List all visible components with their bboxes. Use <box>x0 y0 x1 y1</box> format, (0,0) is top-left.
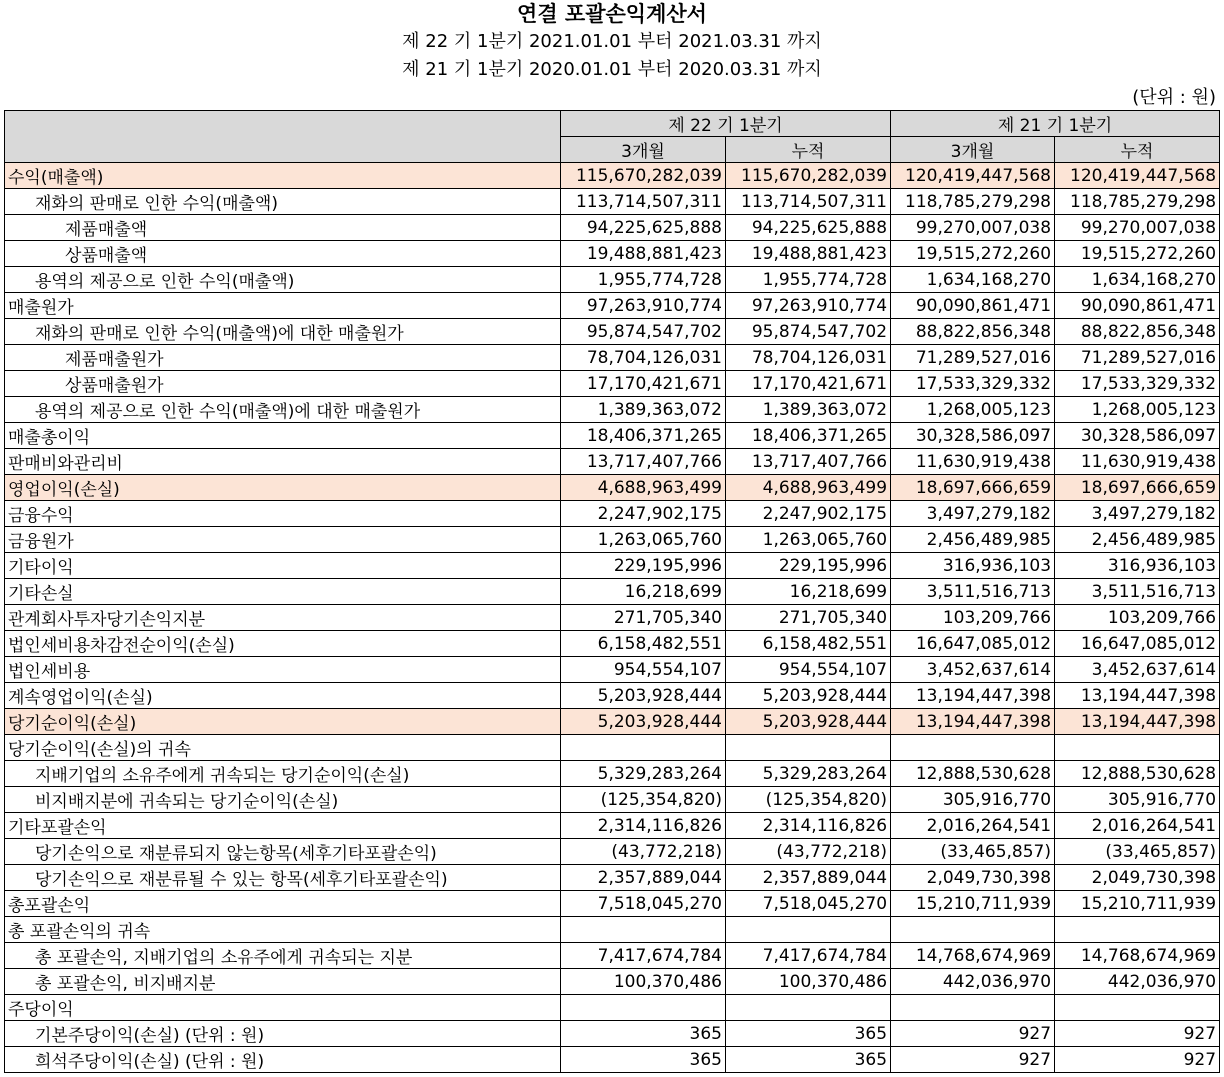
current-cumulative-value: 6,158,482,551 <box>726 631 891 657</box>
prior-3month-value: 11,630,919,438 <box>891 449 1055 475</box>
current-3month-value: 7,518,045,270 <box>561 891 726 917</box>
prior-3month-value: 1,268,005,123 <box>891 397 1055 423</box>
prior-3month-value: 2,049,730,398 <box>891 865 1055 891</box>
current-cumulative-value <box>726 917 891 943</box>
current-cumulative-value: 113,714,507,311 <box>726 189 891 215</box>
table-row <box>5 865 1220 891</box>
prior-cumulative-value: 13,194,447,398 <box>1055 709 1220 735</box>
current-3month-value: 229,195,996 <box>561 553 726 579</box>
current-cumulative-value: 19,488,881,423 <box>726 241 891 267</box>
prior-cumulative-value <box>1055 735 1220 761</box>
prior-3month-value: 3,497,279,182 <box>891 501 1055 527</box>
table-row <box>5 189 1220 215</box>
prior-3month-value: 71,289,527,016 <box>891 345 1055 371</box>
prior-3month-value: 19,515,272,260 <box>891 241 1055 267</box>
unit-label: (단위 : 원) <box>1132 87 1216 108</box>
statement-header <box>0 0 1224 84</box>
header-prior-3month: 3개월 <box>891 137 1055 163</box>
prior-3month-value: 99,270,007,038 <box>891 215 1055 241</box>
current-cumulative-value: 4,688,963,499 <box>726 475 891 501</box>
current-3month-value: (125,354,820) <box>561 787 726 813</box>
current-3month-value: 97,263,910,774 <box>561 293 726 319</box>
current-3month-value: 4,688,963,499 <box>561 475 726 501</box>
current-3month-value: 1,955,774,728 <box>561 267 726 293</box>
current-3month-value: 2,314,116,826 <box>561 813 726 839</box>
row-label: 관계회사투자당기손익지분 <box>5 605 561 631</box>
prior-cumulative-value: 3,497,279,182 <box>1055 501 1220 527</box>
prior-cumulative-value: (33,465,857) <box>1055 839 1220 865</box>
table-row <box>5 761 1220 787</box>
row-label: 재화의 판매로 인한 수익(매출액) <box>5 189 561 215</box>
current-3month-value: 95,874,547,702 <box>561 319 726 345</box>
current-3month-value <box>561 995 726 1021</box>
table-row <box>5 995 1220 1021</box>
prior-3month-value: 118,785,279,298 <box>891 189 1055 215</box>
prior-3month-value: 13,194,447,398 <box>891 683 1055 709</box>
table-body <box>5 163 1220 1073</box>
prior-cumulative-value: 103,209,766 <box>1055 605 1220 631</box>
prior-3month-value: 2,016,264,541 <box>891 813 1055 839</box>
row-label: 용역의 제공으로 인한 수익(매출액) <box>5 267 561 293</box>
row-label: 기타손실 <box>5 579 561 605</box>
current-3month-value: 5,203,928,444 <box>561 709 726 735</box>
table-row <box>5 969 1220 995</box>
prior-cumulative-value: 1,634,168,270 <box>1055 267 1220 293</box>
row-label: 법인세비용차감전순이익(손실) <box>5 631 561 657</box>
current-cumulative-value: 16,218,699 <box>726 579 891 605</box>
current-3month-value: 5,329,283,264 <box>561 761 726 787</box>
table-row <box>5 423 1220 449</box>
current-3month-value: 17,170,421,671 <box>561 371 726 397</box>
prior-3month-value <box>891 995 1055 1021</box>
current-3month-value: 365 <box>561 1021 726 1047</box>
current-3month-value: (43,772,218) <box>561 839 726 865</box>
table-row <box>5 267 1220 293</box>
row-label: 제품매출액 <box>5 215 561 241</box>
prior-3month-value: 16,647,085,012 <box>891 631 1055 657</box>
row-label: 재화의 판매로 인한 수익(매출액)에 대한 매출원가 <box>5 319 561 345</box>
prior-cumulative-value: 316,936,103 <box>1055 553 1220 579</box>
prior-3month-value: 305,916,770 <box>891 787 1055 813</box>
prior-cumulative-value: 17,533,329,332 <box>1055 371 1220 397</box>
row-label: 기타이익 <box>5 553 561 579</box>
current-cumulative-value: 2,314,116,826 <box>726 813 891 839</box>
current-cumulative-value: 95,874,547,702 <box>726 319 891 345</box>
prior-cumulative-value: 120,419,447,568 <box>1055 163 1220 189</box>
row-label: 희석주당이익(손실) (단위 : 원) <box>5 1047 561 1073</box>
current-3month-value: 365 <box>561 1047 726 1073</box>
table-row <box>5 241 1220 267</box>
current-cumulative-value: 115,670,282,039 <box>726 163 891 189</box>
prior-cumulative-value: 71,289,527,016 <box>1055 345 1220 371</box>
prior-3month-value: 15,210,711,939 <box>891 891 1055 917</box>
table-row <box>5 371 1220 397</box>
income-statement-table <box>4 110 1220 1073</box>
table-row <box>5 319 1220 345</box>
row-label: 총 포괄손익의 귀속 <box>5 917 561 943</box>
row-label: 지배기업의 소유주에게 귀속되는 당기순이익(손실) <box>5 761 561 787</box>
header-blank-cell <box>5 111 561 163</box>
row-label: 총 포괄손익, 지배기업의 소유주에게 귀속되는 지분 <box>5 943 561 969</box>
current-3month-value: 16,218,699 <box>561 579 726 605</box>
table-row <box>5 1047 1220 1073</box>
row-label: 계속영업이익(손실) <box>5 683 561 709</box>
current-cumulative-value: 13,717,407,766 <box>726 449 891 475</box>
table-row <box>5 631 1220 657</box>
prior-3month-value: 2,456,489,985 <box>891 527 1055 553</box>
table-row <box>5 787 1220 813</box>
statement-title: 연결 포괄손익계산서 <box>517 2 707 26</box>
prior-cumulative-value: 3,511,516,713 <box>1055 579 1220 605</box>
header-row-groups <box>5 111 1220 137</box>
table-row <box>5 449 1220 475</box>
table-row <box>5 839 1220 865</box>
current-cumulative-value: 97,263,910,774 <box>726 293 891 319</box>
row-label: 금융원가 <box>5 527 561 553</box>
current-cumulative-value: 5,203,928,444 <box>726 683 891 709</box>
prior-cumulative-value <box>1055 995 1220 1021</box>
row-label: 상품매출원가 <box>5 371 561 397</box>
current-3month-value <box>561 735 726 761</box>
prior-cumulative-value: 19,515,272,260 <box>1055 241 1220 267</box>
table-row <box>5 475 1220 501</box>
current-3month-value: 100,370,486 <box>561 969 726 995</box>
current-cumulative-value: 94,225,625,888 <box>726 215 891 241</box>
current-3month-value: 19,488,881,423 <box>561 241 726 267</box>
row-label: 당기손익으로 재분류되지 않는항목(세후기타포괄손익) <box>5 839 561 865</box>
row-label: 주당이익 <box>5 995 561 1021</box>
prior-cumulative-value: 14,768,674,969 <box>1055 943 1220 969</box>
prior-3month-value: 13,194,447,398 <box>891 709 1055 735</box>
current-3month-value: 7,417,674,784 <box>561 943 726 969</box>
header-current-cumulative: 누적 <box>726 137 891 163</box>
current-cumulative-value: 1,389,363,072 <box>726 397 891 423</box>
prior-3month-value: 12,888,530,628 <box>891 761 1055 787</box>
prior-3month-value: 88,822,856,348 <box>891 319 1055 345</box>
prior-3month-value: 120,419,447,568 <box>891 163 1055 189</box>
current-cumulative-value: 100,370,486 <box>726 969 891 995</box>
current-cumulative-value: 365 <box>726 1021 891 1047</box>
prior-3month-value: 3,511,516,713 <box>891 579 1055 605</box>
current-cumulative-value: 229,195,996 <box>726 553 891 579</box>
prior-cumulative-value <box>1055 917 1220 943</box>
prior-3month-value: 1,634,168,270 <box>891 267 1055 293</box>
prior-cumulative-value: 12,888,530,628 <box>1055 761 1220 787</box>
prior-3month-value: 17,533,329,332 <box>891 371 1055 397</box>
prior-cumulative-value: 3,452,637,614 <box>1055 657 1220 683</box>
row-label: 당기손익으로 재분류될 수 있는 항목(세후기타포괄손익) <box>5 865 561 891</box>
prior-3month-value: 14,768,674,969 <box>891 943 1055 969</box>
current-3month-value: 18,406,371,265 <box>561 423 726 449</box>
current-3month-value: 2,247,902,175 <box>561 501 726 527</box>
prior-cumulative-value: 305,916,770 <box>1055 787 1220 813</box>
current-cumulative-value: (43,772,218) <box>726 839 891 865</box>
prior-3month-value: 442,036,970 <box>891 969 1055 995</box>
current-3month-value: 271,705,340 <box>561 605 726 631</box>
table-row <box>5 501 1220 527</box>
current-3month-value: 5,203,928,444 <box>561 683 726 709</box>
prior-3month-value: 90,090,861,471 <box>891 293 1055 319</box>
row-label: 기본주당이익(손실) (단위 : 원) <box>5 1021 561 1047</box>
prior-cumulative-value: 90,090,861,471 <box>1055 293 1220 319</box>
prior-cumulative-value: 18,697,666,659 <box>1055 475 1220 501</box>
prior-3month-value: 103,209,766 <box>891 605 1055 631</box>
current-3month-value: 13,717,407,766 <box>561 449 726 475</box>
current-3month-value: 1,263,065,760 <box>561 527 726 553</box>
current-cumulative-value: 1,955,774,728 <box>726 267 891 293</box>
table-row <box>5 163 1220 189</box>
table-row <box>5 553 1220 579</box>
current-3month-value <box>561 917 726 943</box>
table-row <box>5 683 1220 709</box>
table-row <box>5 891 1220 917</box>
prior-3month-value: 316,936,103 <box>891 553 1055 579</box>
prior-3month-value: 927 <box>891 1047 1055 1073</box>
current-3month-value: 115,670,282,039 <box>561 163 726 189</box>
table-row <box>5 293 1220 319</box>
current-3month-value: 1,389,363,072 <box>561 397 726 423</box>
table-row <box>5 657 1220 683</box>
row-label: 상품매출액 <box>5 241 561 267</box>
row-label: 당기순이익(손실)의 귀속 <box>5 735 561 761</box>
row-label: 금융수익 <box>5 501 561 527</box>
current-3month-value: 113,714,507,311 <box>561 189 726 215</box>
current-cumulative-value: 954,554,107 <box>726 657 891 683</box>
current-cumulative-value: 1,263,065,760 <box>726 527 891 553</box>
table-row <box>5 813 1220 839</box>
row-label: 당기순이익(손실) <box>5 709 561 735</box>
current-cumulative-value <box>726 735 891 761</box>
row-label: 판매비와관리비 <box>5 449 561 475</box>
current-cumulative-value: 271,705,340 <box>726 605 891 631</box>
current-cumulative-value: 7,518,045,270 <box>726 891 891 917</box>
current-3month-value: 6,158,482,551 <box>561 631 726 657</box>
prior-cumulative-value: 99,270,007,038 <box>1055 215 1220 241</box>
prior-cumulative-value: 927 <box>1055 1021 1220 1047</box>
header-current-period: 제 22 기 1분기 <box>561 111 891 137</box>
header-prior-cumulative: 누적 <box>1055 137 1220 163</box>
current-cumulative-value: 78,704,126,031 <box>726 345 891 371</box>
current-cumulative-value: 365 <box>726 1047 891 1073</box>
table-row <box>5 605 1220 631</box>
prior-3month-value: 927 <box>891 1021 1055 1047</box>
table-row <box>5 943 1220 969</box>
header-current-3month: 3개월 <box>561 137 726 163</box>
table-row <box>5 709 1220 735</box>
row-label: 매출총이익 <box>5 423 561 449</box>
prior-cumulative-value: 442,036,970 <box>1055 969 1220 995</box>
current-3month-value: 78,704,126,031 <box>561 345 726 371</box>
table-row <box>5 579 1220 605</box>
table-row <box>5 1021 1220 1047</box>
prior-3month-value: 30,328,586,097 <box>891 423 1055 449</box>
current-cumulative-value: 5,329,283,264 <box>726 761 891 787</box>
prior-cumulative-value: 927 <box>1055 1047 1220 1073</box>
prior-cumulative-value: 88,822,856,348 <box>1055 319 1220 345</box>
current-cumulative-value: 2,357,889,044 <box>726 865 891 891</box>
current-cumulative-value: 5,203,928,444 <box>726 709 891 735</box>
row-label: 수익(매출액) <box>5 163 561 189</box>
row-label: 영업이익(손실) <box>5 475 561 501</box>
current-3month-value: 2,357,889,044 <box>561 865 726 891</box>
table-row <box>5 215 1220 241</box>
table-row <box>5 345 1220 371</box>
prior-3month-value <box>891 735 1055 761</box>
table-row <box>5 917 1220 943</box>
current-cumulative-value: 7,417,674,784 <box>726 943 891 969</box>
row-label: 총포괄손익 <box>5 891 561 917</box>
prior-3month-value: (33,465,857) <box>891 839 1055 865</box>
current-3month-value: 954,554,107 <box>561 657 726 683</box>
prior-3month-value: 18,697,666,659 <box>891 475 1055 501</box>
prior-cumulative-value: 13,194,447,398 <box>1055 683 1220 709</box>
current-cumulative-value: (125,354,820) <box>726 787 891 813</box>
prior-cumulative-value: 2,016,264,541 <box>1055 813 1220 839</box>
current-cumulative-value: 17,170,421,671 <box>726 371 891 397</box>
header-prior-period: 제 21 기 1분기 <box>891 111 1220 137</box>
row-label: 용역의 제공으로 인한 수익(매출액)에 대한 매출원가 <box>5 397 561 423</box>
row-label: 비지배지분에 귀속되는 당기순이익(손실) <box>5 787 561 813</box>
prior-cumulative-value: 15,210,711,939 <box>1055 891 1220 917</box>
prior-cumulative-value: 16,647,085,012 <box>1055 631 1220 657</box>
prior-cumulative-value: 2,049,730,398 <box>1055 865 1220 891</box>
current-period: 제 22 기 1분기 2021.01.01 부터 2021.03.31 까지 <box>402 31 822 52</box>
current-cumulative-value: 18,406,371,265 <box>726 423 891 449</box>
prior-3month-value: 3,452,637,614 <box>891 657 1055 683</box>
row-label: 제품매출원가 <box>5 345 561 371</box>
prior-cumulative-value: 2,456,489,985 <box>1055 527 1220 553</box>
row-label: 기타포괄손익 <box>5 813 561 839</box>
row-label: 총 포괄손익, 비지배지분 <box>5 969 561 995</box>
prior-cumulative-value: 30,328,586,097 <box>1055 423 1220 449</box>
table-row <box>5 735 1220 761</box>
table-row <box>5 397 1220 423</box>
prior-3month-value <box>891 917 1055 943</box>
row-label: 매출원가 <box>5 293 561 319</box>
prior-cumulative-value: 1,268,005,123 <box>1055 397 1220 423</box>
prior-cumulative-value: 118,785,279,298 <box>1055 189 1220 215</box>
prior-period: 제 21 기 1분기 2020.01.01 부터 2020.03.31 까지 <box>402 59 822 80</box>
row-label: 법인세비용 <box>5 657 561 683</box>
current-cumulative-value <box>726 995 891 1021</box>
current-cumulative-value: 2,247,902,175 <box>726 501 891 527</box>
prior-cumulative-value: 11,630,919,438 <box>1055 449 1220 475</box>
current-3month-value: 94,225,625,888 <box>561 215 726 241</box>
table-row <box>5 527 1220 553</box>
